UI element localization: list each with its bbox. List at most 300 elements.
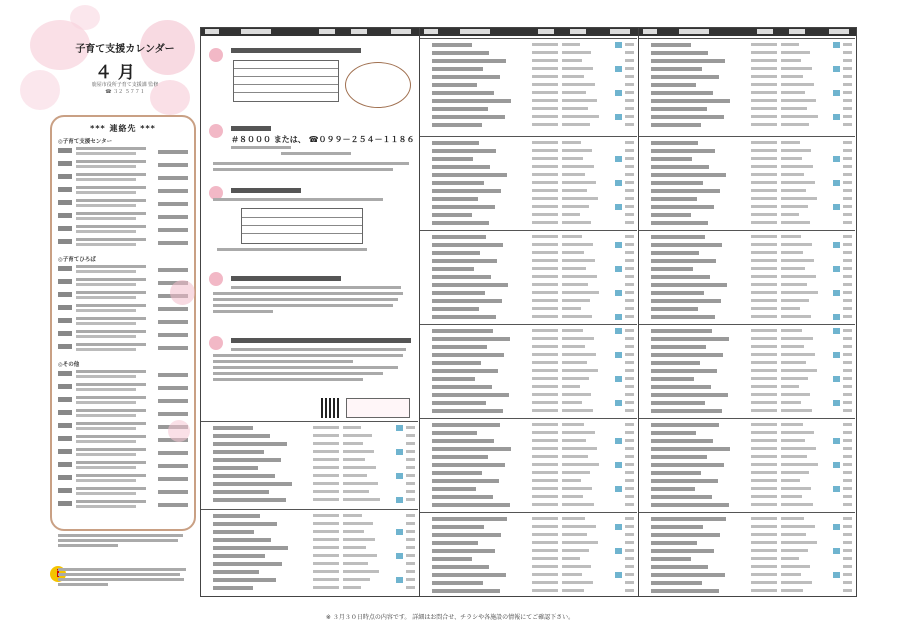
event-entry xyxy=(651,157,692,161)
event-time xyxy=(751,91,777,94)
event-entry xyxy=(213,586,253,590)
event-place xyxy=(562,385,580,388)
event-entry xyxy=(213,530,254,534)
event-time xyxy=(751,67,777,70)
event-age xyxy=(625,557,634,560)
event-tag xyxy=(833,290,840,296)
event-tag xyxy=(833,572,840,578)
event-place xyxy=(562,299,590,302)
event-entry xyxy=(432,385,492,389)
event-place xyxy=(781,259,814,262)
event-place xyxy=(781,243,812,246)
event-time xyxy=(532,283,558,286)
event-place xyxy=(781,541,817,544)
event-entry xyxy=(651,213,691,217)
event-time xyxy=(532,503,558,506)
event-place xyxy=(562,455,588,458)
day-block xyxy=(420,136,637,231)
event-entry xyxy=(432,487,476,491)
day-block xyxy=(639,230,855,325)
event-place xyxy=(562,259,595,262)
event-age xyxy=(625,573,634,576)
column-header xyxy=(420,28,638,36)
footnote-text xyxy=(58,532,188,549)
event-age xyxy=(406,514,415,517)
event-age xyxy=(625,361,634,364)
event-entry xyxy=(432,197,478,201)
event-entry xyxy=(213,426,253,430)
day-block xyxy=(420,324,637,419)
event-age xyxy=(843,243,852,246)
event-time xyxy=(532,455,558,458)
event-time xyxy=(532,581,558,584)
event-entry xyxy=(213,562,282,566)
event-age xyxy=(625,549,634,552)
event-entry xyxy=(432,557,472,561)
contact-row xyxy=(58,212,188,222)
event-time xyxy=(532,149,558,152)
event-time xyxy=(313,426,339,429)
event-time xyxy=(532,205,558,208)
event-time xyxy=(751,431,777,434)
event-time xyxy=(751,141,777,144)
event-place xyxy=(562,291,599,294)
event-place xyxy=(562,377,589,380)
contact-row xyxy=(58,291,188,301)
event-entry xyxy=(432,181,484,185)
event-entry xyxy=(651,471,701,475)
event-age xyxy=(843,173,852,176)
event-entry xyxy=(651,377,694,381)
contact-row xyxy=(58,500,188,510)
column-header xyxy=(639,28,856,36)
event-entry xyxy=(432,463,505,467)
event-entry xyxy=(213,538,271,542)
event-age xyxy=(843,181,852,184)
event-age xyxy=(625,353,634,356)
event-time xyxy=(532,51,558,54)
event-time xyxy=(532,361,558,364)
event-age xyxy=(625,107,634,110)
event-time xyxy=(313,570,339,573)
event-entry xyxy=(432,315,496,319)
event-entry xyxy=(432,243,503,247)
event-place xyxy=(343,426,361,429)
event-time xyxy=(532,423,558,426)
event-age xyxy=(843,291,852,294)
contact-row xyxy=(58,396,188,406)
event-age xyxy=(625,141,634,144)
event-place xyxy=(343,578,370,581)
event-age xyxy=(406,562,415,565)
event-entry xyxy=(651,235,705,239)
event-entry xyxy=(213,498,286,502)
event-time xyxy=(313,546,339,549)
event-place xyxy=(781,549,808,552)
event-age xyxy=(843,165,852,168)
event-tag xyxy=(615,314,622,320)
event-place xyxy=(343,498,380,501)
event-time xyxy=(751,115,777,118)
event-time xyxy=(532,189,558,192)
event-age xyxy=(625,385,634,388)
event-entry xyxy=(432,361,481,365)
event-place xyxy=(781,189,806,192)
event-entry xyxy=(651,589,719,593)
event-time xyxy=(751,173,777,176)
event-entry xyxy=(432,533,501,537)
event-time xyxy=(751,581,777,584)
event-tag xyxy=(396,497,403,503)
event-age xyxy=(625,291,634,294)
event-place xyxy=(562,463,599,466)
event-entry xyxy=(651,495,712,499)
event-time xyxy=(532,267,558,270)
event-place xyxy=(562,59,582,62)
event-time xyxy=(751,455,777,458)
schedule-table xyxy=(233,60,339,102)
event-entry xyxy=(651,369,717,373)
event-entry xyxy=(651,189,720,193)
event-entry xyxy=(432,353,504,357)
column-2 xyxy=(420,28,639,596)
event-time xyxy=(532,43,558,46)
event-time xyxy=(751,329,777,332)
blossom-decoration xyxy=(168,420,190,442)
event-entry xyxy=(432,157,473,161)
event-time xyxy=(751,189,777,192)
event-age xyxy=(843,315,852,318)
event-age xyxy=(843,213,852,216)
left-panel xyxy=(0,0,198,600)
event-place xyxy=(781,75,803,78)
notice-text xyxy=(213,304,393,307)
event-tag xyxy=(396,473,403,479)
event-age xyxy=(843,385,852,388)
event-time xyxy=(532,447,558,450)
event-tag xyxy=(615,400,622,406)
event-place xyxy=(781,565,810,568)
event-age xyxy=(843,141,852,144)
event-place xyxy=(562,43,580,46)
event-time xyxy=(751,463,777,466)
event-place xyxy=(781,205,808,208)
event-place xyxy=(343,434,372,437)
event-age xyxy=(843,123,852,126)
event-entry xyxy=(213,474,275,478)
event-entry xyxy=(432,115,505,119)
event-time xyxy=(313,434,339,437)
event-entry xyxy=(432,581,483,585)
event-age xyxy=(843,479,852,482)
event-entry xyxy=(432,259,497,263)
event-place xyxy=(562,235,582,238)
event-place xyxy=(343,538,375,541)
event-age xyxy=(625,235,634,238)
event-tag xyxy=(833,400,840,406)
event-place xyxy=(781,439,805,442)
event-place xyxy=(562,525,596,528)
event-age xyxy=(843,149,852,152)
event-age xyxy=(625,345,634,348)
event-time xyxy=(532,75,558,78)
event-age xyxy=(843,115,852,118)
event-place xyxy=(781,353,815,356)
event-entry xyxy=(651,455,707,459)
event-age xyxy=(843,471,852,474)
event-place xyxy=(562,589,584,592)
event-entry xyxy=(651,329,712,333)
event-age xyxy=(406,482,415,485)
event-time xyxy=(313,458,339,461)
event-time xyxy=(313,522,339,525)
event-place xyxy=(781,337,813,340)
event-entry xyxy=(432,307,479,311)
event-age xyxy=(843,221,852,224)
event-entry xyxy=(651,291,704,295)
event-entry xyxy=(651,385,711,389)
event-age xyxy=(625,267,634,270)
event-place xyxy=(562,189,587,192)
event-tag xyxy=(833,114,840,120)
event-time xyxy=(751,471,777,474)
event-entry xyxy=(432,329,493,333)
event-entry xyxy=(432,51,489,55)
event-time xyxy=(532,385,558,388)
event-entry xyxy=(651,43,691,47)
event-tag xyxy=(615,486,622,492)
event-place xyxy=(562,283,588,286)
event-time xyxy=(532,471,558,474)
event-age xyxy=(406,570,415,573)
event-time xyxy=(532,549,558,552)
event-place xyxy=(781,431,814,434)
event-time xyxy=(751,197,777,200)
event-place xyxy=(562,67,593,70)
event-time xyxy=(532,353,558,356)
event-place xyxy=(562,221,591,224)
event-time xyxy=(751,251,777,254)
event-time xyxy=(532,377,558,380)
notice-text xyxy=(281,152,351,155)
event-place xyxy=(781,59,801,62)
event-entry xyxy=(651,91,713,95)
event-tag xyxy=(615,548,622,554)
event-time xyxy=(751,409,777,412)
event-age xyxy=(843,409,852,412)
event-tag xyxy=(833,156,840,162)
event-time xyxy=(751,267,777,270)
event-time xyxy=(313,450,339,453)
notice-text xyxy=(231,286,401,289)
event-place xyxy=(343,450,374,453)
event-age xyxy=(625,337,634,340)
issuer-line: 鹿屋市役所子育て支援課 監修 xyxy=(91,82,159,88)
event-age xyxy=(625,369,634,372)
event-time xyxy=(751,423,777,426)
event-entry xyxy=(432,221,489,225)
contact-row xyxy=(58,186,188,196)
event-place xyxy=(562,107,588,110)
event-entry xyxy=(651,221,708,225)
event-tag xyxy=(396,529,403,535)
event-age xyxy=(843,487,852,490)
event-age xyxy=(406,530,415,533)
event-entry xyxy=(432,503,510,507)
event-time xyxy=(532,243,558,246)
event-place xyxy=(781,291,818,294)
event-age xyxy=(625,213,634,216)
blossom-decoration xyxy=(170,280,195,305)
event-age xyxy=(625,205,634,208)
event-entry xyxy=(432,573,506,577)
notice-text xyxy=(231,348,406,351)
event-time xyxy=(751,447,777,450)
event-place xyxy=(562,479,581,482)
event-place xyxy=(562,275,597,278)
info-text xyxy=(58,566,188,588)
notice-text xyxy=(213,310,273,313)
event-age xyxy=(625,115,634,118)
event-age xyxy=(843,517,852,520)
event-time xyxy=(313,554,339,557)
section-other: ◎その他 xyxy=(58,362,80,368)
event-tag xyxy=(396,449,403,455)
event-age xyxy=(625,525,634,528)
event-time xyxy=(532,83,558,86)
event-entry xyxy=(651,573,725,577)
event-time xyxy=(751,315,777,318)
event-age xyxy=(843,463,852,466)
event-time xyxy=(532,197,558,200)
event-place xyxy=(562,173,585,176)
event-time xyxy=(532,275,558,278)
event-place xyxy=(781,409,812,412)
event-age xyxy=(406,458,415,461)
event-time xyxy=(532,431,558,434)
event-entry xyxy=(651,251,699,255)
event-place xyxy=(343,554,377,557)
event-place xyxy=(562,495,583,498)
event-time xyxy=(751,157,777,160)
event-time xyxy=(751,385,777,388)
event-place xyxy=(562,99,597,102)
day-block xyxy=(420,230,637,325)
event-time xyxy=(313,530,339,533)
event-age xyxy=(625,165,634,168)
event-entry xyxy=(213,490,269,494)
event-age xyxy=(843,259,852,262)
event-age xyxy=(406,450,415,453)
event-place xyxy=(781,503,813,506)
event-age xyxy=(625,377,634,380)
event-tag xyxy=(833,376,840,382)
event-age xyxy=(625,455,634,458)
event-entry xyxy=(432,235,486,239)
contact-row xyxy=(58,370,188,380)
event-place xyxy=(781,157,802,160)
event-entry xyxy=(651,99,730,103)
event-entry xyxy=(213,522,277,526)
event-time xyxy=(532,439,558,442)
event-age xyxy=(625,541,634,544)
event-time xyxy=(751,299,777,302)
event-tag xyxy=(833,548,840,554)
event-entry xyxy=(651,447,730,451)
contact-row xyxy=(58,265,188,275)
event-place xyxy=(781,377,808,380)
event-tag xyxy=(833,438,840,444)
event-time xyxy=(532,345,558,348)
event-entry xyxy=(651,149,715,153)
event-tag xyxy=(615,204,622,210)
event-age xyxy=(625,423,634,426)
contact-heading: *** 連絡先 *** xyxy=(90,124,156,133)
event-age xyxy=(843,549,852,552)
day-block xyxy=(201,509,418,597)
contact-row xyxy=(58,160,188,170)
event-entry xyxy=(432,565,489,569)
footer-note: ※ ３月３０日時点の内容です。 詳細はお問合せ、チラシや各施設の情報にてご確認下さい。 xyxy=(325,614,575,621)
event-age xyxy=(406,498,415,501)
event-place xyxy=(343,586,361,589)
event-place xyxy=(781,533,806,536)
event-place xyxy=(781,463,818,466)
event-tag xyxy=(615,180,622,186)
event-place xyxy=(562,83,595,86)
event-entry xyxy=(651,337,729,341)
event-entry xyxy=(651,557,691,561)
event-age xyxy=(843,565,852,568)
event-time xyxy=(532,541,558,544)
event-place xyxy=(343,522,373,525)
day-block xyxy=(420,418,637,513)
event-age xyxy=(843,423,852,426)
event-age xyxy=(625,275,634,278)
event-time xyxy=(532,409,558,412)
event-tag xyxy=(396,425,403,431)
event-time xyxy=(751,517,777,520)
event-entry xyxy=(651,283,727,287)
event-age xyxy=(625,401,634,404)
event-time xyxy=(751,361,777,364)
event-age xyxy=(625,487,634,490)
event-age xyxy=(843,533,852,536)
event-entry xyxy=(432,345,487,349)
event-place xyxy=(781,235,801,238)
contact-row xyxy=(58,474,188,484)
column-header xyxy=(201,28,419,36)
event-age xyxy=(843,503,852,506)
event-age xyxy=(625,51,634,54)
event-age xyxy=(625,409,634,412)
event-place xyxy=(562,141,581,144)
event-time xyxy=(751,479,777,482)
event-tag xyxy=(833,180,840,186)
event-place xyxy=(562,533,587,536)
event-tag xyxy=(615,376,622,382)
event-time xyxy=(313,474,339,477)
event-time xyxy=(751,75,777,78)
event-entry xyxy=(651,165,709,169)
event-entry xyxy=(432,525,484,529)
event-age xyxy=(843,345,852,348)
event-age xyxy=(843,43,852,46)
column-3 xyxy=(639,28,856,596)
notice-title xyxy=(231,126,271,131)
day-block xyxy=(639,38,855,137)
event-place xyxy=(781,581,812,584)
